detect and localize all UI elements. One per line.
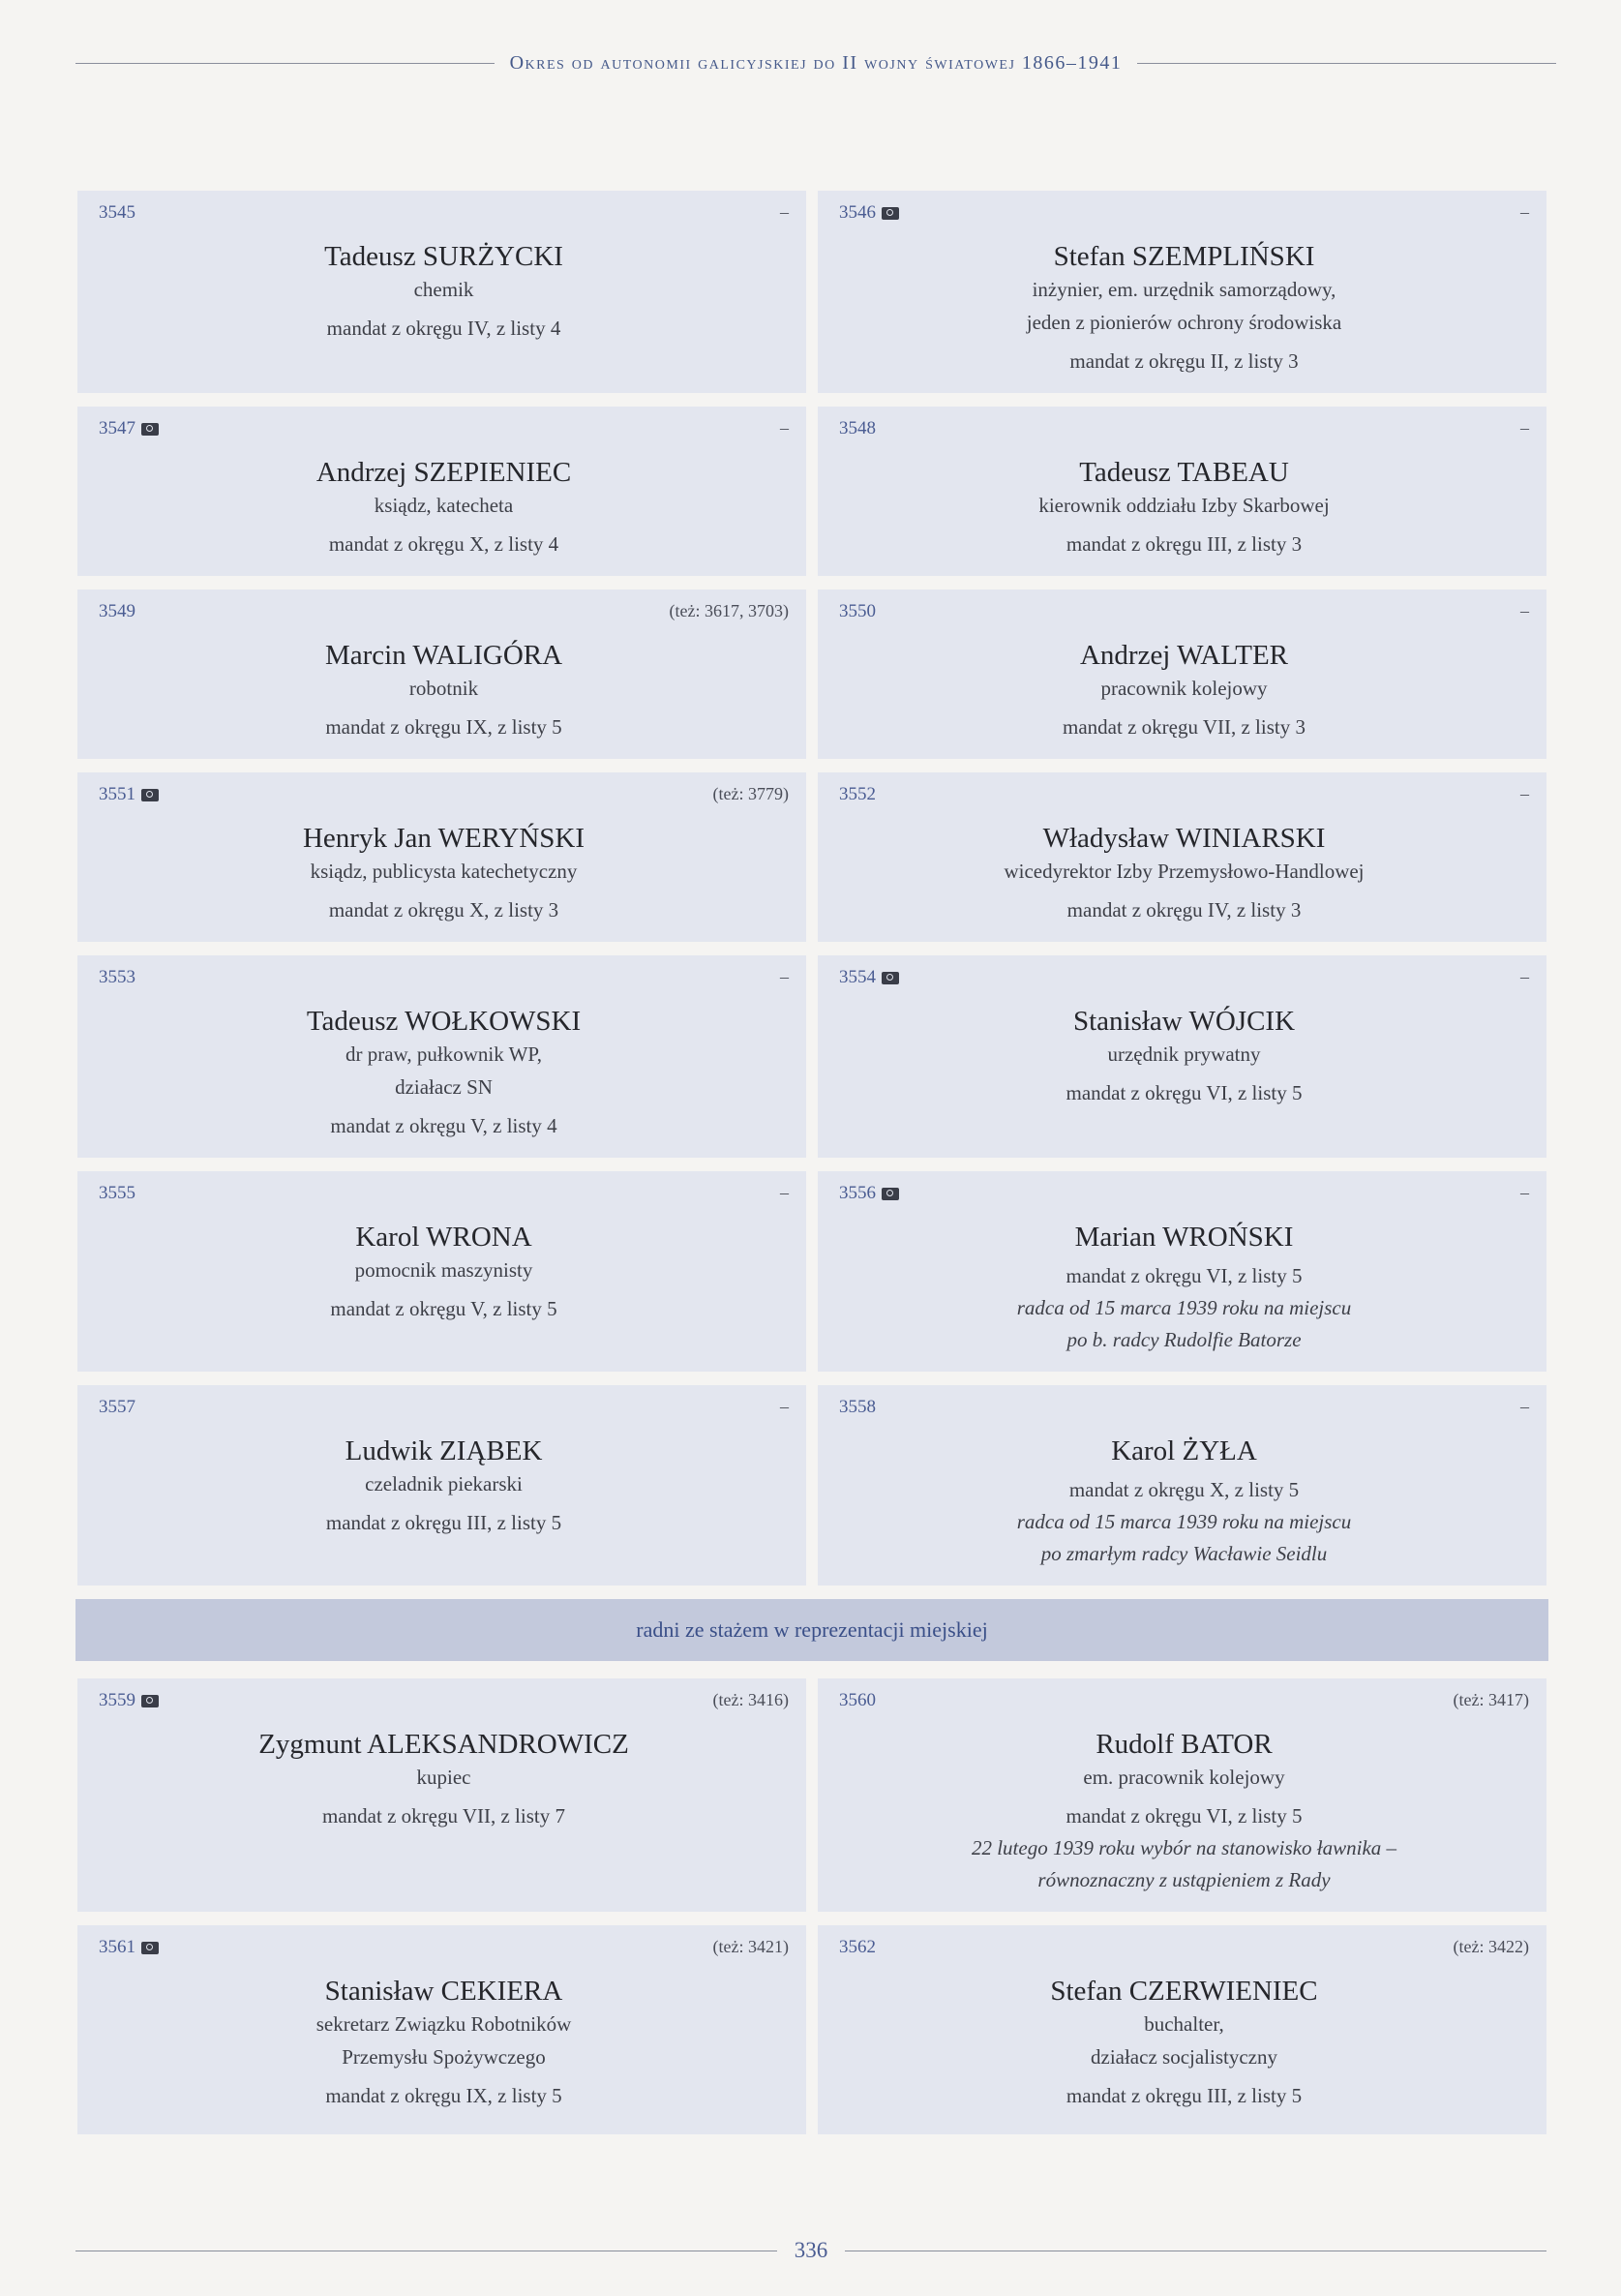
entry-number (99, 1690, 159, 1711)
entry-card (818, 407, 1546, 576)
councillor-name: Rudolf BATOR (1096, 1729, 1273, 1760)
entry-card (77, 407, 806, 576)
entry-card (77, 1171, 806, 1372)
entry-number (839, 601, 876, 622)
occupation-line: pracownik kolejowy (1100, 677, 1268, 700)
camera-icon (141, 423, 159, 436)
mandate-line: mandat z okręgu III, z listy 3 (1066, 532, 1303, 556)
mandate-line: mandat z okręgu IX, z listy 5 (325, 2084, 562, 2107)
cross-reference: – (1520, 418, 1529, 438)
mandate-line: mandat z okręgu VII, z listy 3 (1063, 715, 1306, 739)
entry-number (99, 1937, 159, 1958)
cross-reference: (też: 3422) (1453, 1937, 1529, 1956)
entry-number-text: 3551 (99, 784, 135, 804)
entry-number-text: 3545 (99, 202, 135, 223)
councillor-name: Andrzej WALTER (1079, 640, 1289, 671)
entry-number-text: 3552 (839, 784, 876, 804)
entry-number (99, 601, 135, 622)
entry-number-text: 3554 (839, 967, 876, 987)
entry-number (839, 1690, 876, 1711)
entry-card (818, 191, 1546, 393)
note-line: po zmarłym radcy Wacławie Seidlu (1040, 1542, 1328, 1565)
entry-card (818, 1925, 1546, 2134)
entry-number (839, 1183, 899, 1204)
cross-reference: (też: 3779) (712, 784, 789, 803)
entry-row (77, 1171, 1546, 1372)
entry-number-text: 3562 (839, 1937, 876, 1957)
mandate-line: mandat z okręgu IX, z listy 5 (325, 715, 562, 739)
entry-card (818, 955, 1546, 1158)
entries-grid (77, 191, 1546, 2148)
councillor-name: Ludwik ZIĄBEK (345, 1435, 543, 1466)
entry-card (77, 589, 806, 759)
councillor-name: Zygmunt ALEKSANDROWICZ (258, 1729, 629, 1760)
councillor-name: Tadeusz SURŻYCKI (324, 241, 563, 272)
occupation-line: kierownik oddziału Izby Skarbowej (1038, 494, 1330, 517)
entries-bottom (77, 1678, 1546, 2134)
occupation-line: ksiądz, katecheta (374, 494, 514, 517)
cross-reference: – (780, 418, 789, 438)
councillor-name: Marian WROŃSKI (1074, 1222, 1294, 1253)
occupation-line: jeden z pionierów ochrony środowiska (1026, 311, 1342, 334)
occupation-line: czeladnik piekarski (365, 1472, 523, 1495)
cross-reference: – (1520, 784, 1529, 803)
entry-row (77, 955, 1546, 1158)
entry-number (99, 1397, 135, 1418)
entry-row (77, 1925, 1546, 2134)
councillor-name: Henryk Jan WERYŃSKI (302, 823, 585, 854)
entry-card (818, 772, 1546, 942)
occupation-line: ksiądz, publicysta katechetyczny (310, 860, 578, 883)
mandate-line: mandat z okręgu VII, z listy 7 (322, 1804, 565, 1828)
entry-number-text: 3549 (99, 601, 135, 621)
councillor-name: Stefan CZERWIENIEC (1050, 1976, 1318, 2007)
mandate-line: mandat z okręgu VI, z listy 5 (1066, 1081, 1303, 1104)
header-rule-right (1137, 63, 1556, 64)
mandate-line: mandat z okręgu IV, z listy 4 (326, 317, 561, 340)
cross-reference: – (780, 1397, 789, 1416)
camera-icon (882, 1188, 899, 1200)
councillor-name: Tadeusz TABEAU (1079, 457, 1289, 488)
councillor-name: Karol WRONA (355, 1222, 532, 1253)
councillor-name: Władysław WINIARSKI (1042, 823, 1326, 854)
mandate-line: mandat z okręgu III, z listy 5 (1066, 2084, 1303, 2107)
entry-number-text: 3548 (839, 418, 876, 438)
note-line: po b. radcy Rudolfie Batorze (1066, 1328, 1302, 1351)
cross-reference: – (1520, 601, 1529, 620)
entry-number-text: 3557 (99, 1397, 135, 1417)
entry-number (99, 784, 159, 805)
entry-number (839, 202, 899, 224)
councillor-name: Stanisław CEKIERA (324, 1976, 563, 2007)
councillor-name: Tadeusz WOŁKOWSKI (306, 1006, 582, 1037)
entry-number-text: 3555 (99, 1183, 135, 1203)
occupation-line: dr praw, pułkownik WP, (345, 1042, 542, 1066)
cross-reference: – (780, 1183, 789, 1202)
entry-card (77, 955, 806, 1158)
entry-number (839, 1397, 876, 1418)
camera-icon (882, 972, 899, 984)
councillor-name: Karol ŻYŁA (1111, 1435, 1257, 1466)
note-line: radca od 15 marca 1939 roku na miejscu (1016, 1296, 1352, 1319)
entry-number (99, 202, 135, 224)
entry-number (839, 418, 876, 439)
entry-number (99, 967, 135, 988)
mandate-line: mandat z okręgu II, z listy 3 (1069, 349, 1299, 373)
occupation-line: inżynier, em. urzędnik samorządowy, (1032, 278, 1336, 301)
occupation-line: buchalter, (1144, 2012, 1224, 2036)
entry-number-text: 3550 (839, 601, 876, 621)
entry-card (77, 1925, 806, 2134)
entry-row (77, 191, 1546, 393)
entry-card (818, 1171, 1546, 1372)
cross-reference: – (780, 967, 789, 986)
entry-number-text: 3560 (839, 1690, 876, 1710)
camera-icon (141, 1942, 159, 1954)
mandate-line: mandat z okręgu IV, z listy 3 (1066, 898, 1302, 921)
cross-reference: (też: 3416) (712, 1690, 789, 1709)
header-rule-left (75, 63, 495, 64)
entry-number (839, 967, 899, 988)
entry-row (77, 589, 1546, 759)
occupation-line: chemik (413, 278, 474, 301)
cross-reference: – (1520, 967, 1529, 986)
councillor-name: Marcin WALIGÓRA (324, 640, 563, 671)
cross-reference: – (780, 202, 789, 222)
entry-number-text: 3556 (839, 1183, 876, 1203)
running-head (75, 48, 1556, 77)
entry-card (818, 1678, 1546, 1912)
entry-number-text: 3553 (99, 967, 135, 987)
note-line: radca od 15 marca 1939 roku na miejscu (1016, 1510, 1352, 1533)
mandate-line: mandat z okręgu VI, z listy 5 (1066, 1804, 1303, 1828)
cross-reference: (też: 3617, 3703) (669, 601, 789, 620)
councillor-name: Stefan SZEMPLIŃSKI (1053, 241, 1315, 272)
entry-number (99, 418, 159, 439)
running-head-text: Okres od autonomii galicyjskiej do II wojny światowej 1866–1941 (509, 51, 1123, 74)
mandate-line: mandat z okręgu III, z listy 5 (325, 1511, 562, 1534)
page-footer (75, 2234, 1546, 2267)
occupation-line: wicedyrektor Izby Przemysłowo-Handlowej (1004, 860, 1365, 883)
mandate-line: mandat z okręgu VI, z listy 5 (1066, 1264, 1303, 1287)
councillor-name: Stanisław WÓJCIK (1072, 1006, 1296, 1037)
entry-card (818, 1385, 1546, 1586)
page-number: 336 (794, 2238, 828, 2262)
occupation-line: sekretarz Związku Robotników (315, 2012, 572, 2036)
occupation-line: działacz SN (395, 1075, 493, 1099)
note-line: równoznaczny z ustąpieniem z Rady (1037, 1868, 1331, 1891)
cross-reference: (też: 3421) (712, 1937, 789, 1956)
section-heading: radni ze stażem w reprezentacji miejskiej (636, 1617, 988, 1642)
cross-reference: – (1520, 1183, 1529, 1202)
entry-number-text: 3547 (99, 418, 135, 438)
entry-card (818, 589, 1546, 759)
entry-card (77, 772, 806, 942)
occupation-line: robotnik (408, 677, 479, 700)
camera-icon (882, 207, 899, 220)
mandate-line: mandat z okręgu V, z listy 5 (330, 1297, 557, 1320)
entry-row (77, 1678, 1546, 1912)
councillor-name: Andrzej SZEPIENIEC (315, 457, 572, 488)
entry-row (77, 1385, 1546, 1586)
entry-number-text: 3561 (99, 1937, 135, 1957)
entry-number (839, 1937, 876, 1958)
occupation-line: pomocnik maszynisty (354, 1258, 533, 1282)
note-line: 22 lutego 1939 roku wybór na stanowisko ławnika – (971, 1836, 1397, 1859)
cross-reference: – (1520, 1397, 1529, 1416)
entry-number-text: 3546 (839, 202, 876, 223)
entries-top (77, 191, 1546, 1586)
cross-reference: – (1520, 202, 1529, 222)
entry-card (77, 1385, 806, 1586)
entry-number-text: 3558 (839, 1397, 876, 1417)
occupation-line: Przemysłu Spożywczego (342, 2045, 546, 2069)
entry-card (77, 1678, 806, 1912)
entry-number-text: 3559 (99, 1690, 135, 1710)
camera-icon (141, 789, 159, 801)
section-heading-band (75, 1599, 1548, 1661)
cross-reference: (też: 3417) (1453, 1690, 1529, 1709)
mandate-line: mandat z okręgu V, z listy 4 (330, 1114, 557, 1137)
entry-row (77, 772, 1546, 942)
occupation-line: em. pracownik kolejowy (1083, 1766, 1285, 1789)
mandate-line: mandat z okręgu X, z listy 4 (328, 532, 559, 556)
occupation-line: urzędnik prywatny (1107, 1042, 1261, 1066)
entry-number (839, 784, 876, 805)
occupation-line: działacz socjalistyczny (1091, 2045, 1277, 2069)
mandate-line: mandat z okręgu X, z listy 5 (1068, 1478, 1300, 1501)
entry-card (77, 191, 806, 393)
mandate-line: mandat z okręgu X, z listy 3 (328, 898, 559, 921)
camera-icon (141, 1695, 159, 1707)
occupation-line: kupiec (416, 1766, 471, 1789)
entry-number (99, 1183, 135, 1204)
entry-row (77, 407, 1546, 576)
